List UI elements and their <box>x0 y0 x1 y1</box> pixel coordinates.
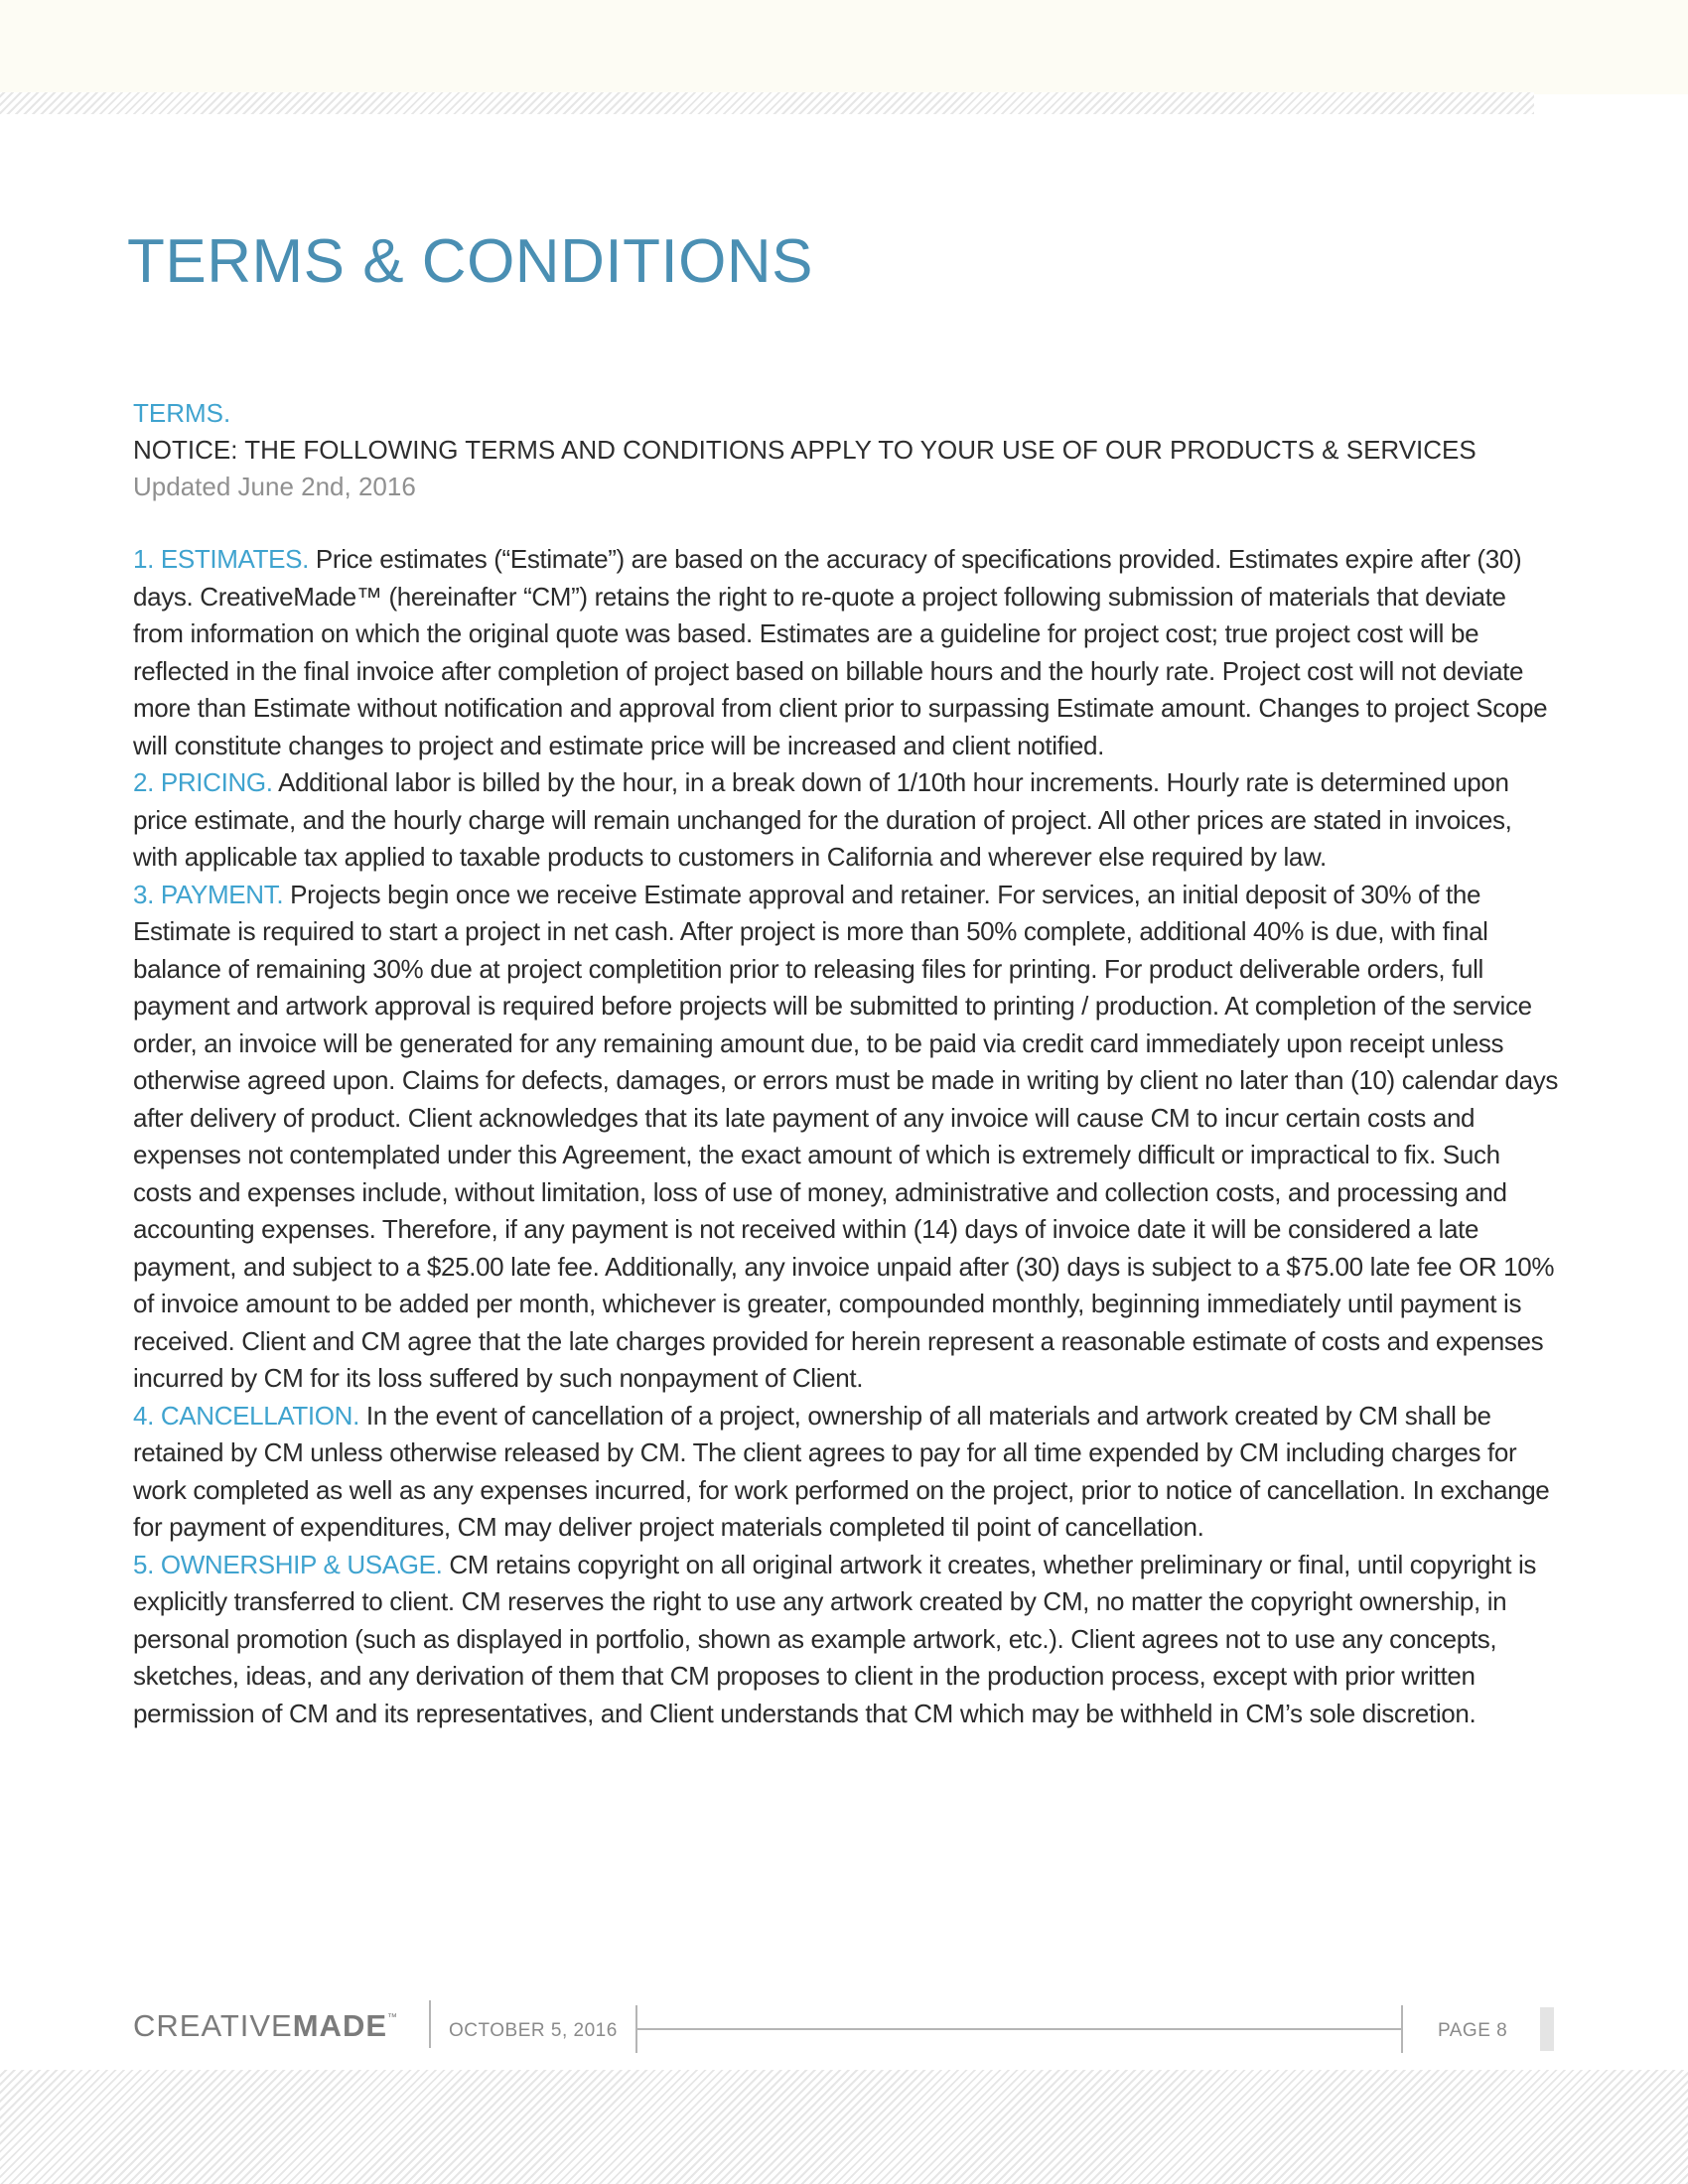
terms-label: TERMS. <box>133 398 231 428</box>
footer-rule <box>637 2028 1402 2030</box>
section-body: Additional labor is billed by the hour, in a break down of 1/10th hour increments. Hourly rate is determined upon price estimate, and the hourly charge will remain unchanged for the duration of project. All other prices are stated in invoices, with applicable tax applied to taxable products to customers in California and wherever else required by law. <box>133 767 1512 872</box>
page-footer <box>0 2000 1688 2060</box>
brand-trademark: ™ <box>387 2012 399 2023</box>
notice-text: NOTICE: THE FOLLOWING TERMS AND CONDITIONS APPLY TO YOUR USE OF OUR PRODUCTS & SERVICES <box>133 435 1477 465</box>
section-cancellation <box>133 1398 1563 1547</box>
terms-body <box>133 541 1563 1732</box>
brand-light: CREATIVE <box>133 2008 293 2043</box>
section-estimates <box>133 541 1563 764</box>
top-band <box>0 0 1688 94</box>
section-heading: 1. ESTIMATES. <box>133 544 310 574</box>
footer-date: OCTOBER 5, 2016 <box>449 2020 618 2041</box>
footer-divider <box>429 2000 431 2048</box>
top-stripe-decoration <box>0 92 1534 114</box>
section-body: In the event of cancellation of a project, ownership of all materials and artwork created by CM shall be retained by CM unless otherwise released by CM. The client agrees to pay for all time expended by CM including charges for work completed as well as any expenses incurred, for work performed on the project, prior to notice of cancellation. In exchange for payment of expenditures, CM may deliver project materials completed til point of cancellation. <box>133 1400 1550 1542</box>
section-payment <box>133 877 1563 1398</box>
page-tab-decoration <box>1540 2007 1554 2051</box>
brand-bold: MADE <box>292 2008 388 2043</box>
section-ownership-usage <box>133 1547 1563 1733</box>
updated-date: Updated June 2nd, 2016 <box>133 472 416 501</box>
section-body: Projects begin once we receive Estimate approval and retainer. For services, an initial deposit of 30% of the Estimate is required to start a project in net cash. After project is more than 50% complete, additional 40% is due, with final balance of remaining 30% due at project completition prior to releasing files for printing. For product deliverable orders, full payment and artwork approval is required before projects will be submitted to printing / production. At completion of the service order, an invoice will be generated for any remaining amount due, to be paid via credit card immediately upon receipt unless otherwise agreed upon. Claims for defects, damages, or errors must be made in writing by client no later than (10) calendar days after delivery of product. Client acknowledges that its late payment of any invoice will cause CM to incur certain costs and expenses not contemplated under this Agreement, the exact amount of which is extremely difficult or impractical to fix. Such costs and expenses include, without limitation, loss of use of money, administrative and collection costs, and processing and accounting expenses. Therefore, if any payment is not received within (14) days of invoice date it will be considered a late payment, and subject to a $25.00 late fee. Additionally, any invoice unpaid after (30) days is subject to a $75.00 late fee OR 10% of invoice amount to be added per month, whichever is greater, compounded monthly, beginning immediately until payment is received. Client and CM agree that the late charges provided for herein represent a reasonable estimate of costs and expenses incurred by CM for its loss suffered by such nonpayment of Client. <box>133 879 1559 1393</box>
section-heading: 4. CANCELLATION. <box>133 1400 359 1431</box>
section-heading: 5. OWNERSHIP & USAGE. <box>133 1549 443 1579</box>
section-pricing <box>133 764 1563 877</box>
section-body: CM retains copyright on all original artwork it creates, whether preliminary or final, until copyright is explicitly transferred to client. CM reserves the right to use any artwork created by CM, no matter the copyright ownership, in personal promotion (such as displayed in portfolio, shown as example artwork, etc.). Client agrees not to use any concepts, sketches, ideas, and any derivation of them that CM proposes to client in the production process, except with prior written permission of CM and its representatives, and Client understands that CM which may be withheld in CM’s sole discretion. <box>133 1549 1537 1728</box>
section-heading: 2. PRICING. <box>133 767 273 797</box>
page-title: TERMS & CONDITIONS <box>127 227 814 296</box>
terms-header <box>133 395 1573 505</box>
section-body: Price estimates (“Estimate”) are based on the accuracy of specifications provided. Estimates expire after (30) days. CreativeMade™ (hereinafter “CM”) retains the right to re-quote a project following submission of materials that deviate from information on which the original quote was based. Estimates are a guideline for project cost; true project cost will be reflected in the final invoice after completion of project based on billable hours and the hourly rate. Project cost will not deviate more than Estimate without notification and approval from client prior to surpassing Estimate amount. Changes to project Scope will constitute changes to project and estimate price will be increased and client notified. <box>133 544 1548 760</box>
section-heading: 3. PAYMENT. <box>133 879 284 909</box>
bottom-stripe-decoration <box>0 2070 1688 2184</box>
footer-divider <box>1401 2005 1403 2053</box>
brand-logo <box>133 2008 398 2044</box>
page-number: PAGE 8 <box>1438 2020 1508 2041</box>
